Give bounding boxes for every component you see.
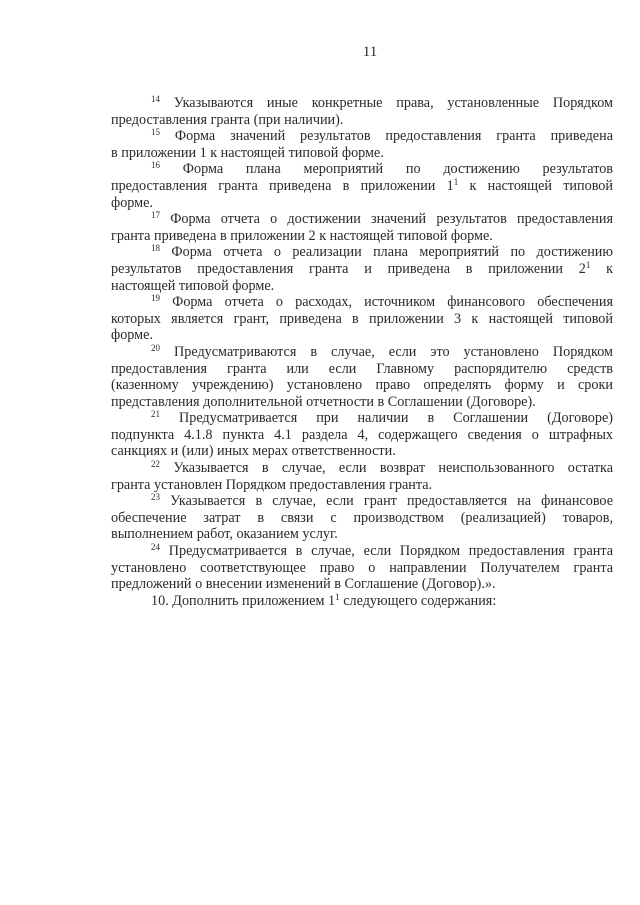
- text-line: [111, 593, 613, 610]
- footnote-23: [111, 493, 613, 543]
- text-segment: Форма отчета о расходах, источником финансового обеспечения: [172, 294, 613, 311]
- footnote-14: [111, 95, 613, 128]
- text-segment: к настоящей типовой: [458, 177, 613, 194]
- paragraph: [111, 593, 613, 610]
- text-segment: предоставления гранта приведена в приложении 1: [111, 177, 454, 194]
- text-line: [111, 510, 613, 527]
- text-line: [111, 327, 613, 344]
- text-segment: обеспечение затрат в связи с производством (реализацией) товаров,: [111, 509, 613, 526]
- text-line: [111, 161, 613, 178]
- text-line: [111, 394, 613, 411]
- text-line: [111, 576, 613, 593]
- footnote-marker: 17: [151, 210, 160, 221]
- text-segment: Предусматривается при наличии в Соглашении (Договоре): [178, 410, 613, 427]
- text-line: [111, 145, 613, 162]
- text-line: [111, 178, 613, 195]
- superscript: 1: [585, 259, 591, 270]
- text-segment: Форма значений результатов предоставления гранта приведена: [174, 128, 613, 145]
- text-segment: в приложении 1 к настоящей типовой форме.: [111, 144, 384, 161]
- text-line: [111, 244, 613, 261]
- text-segment: представления дополнительной отчетности в Соглашении (Договоре).: [111, 393, 536, 410]
- footnote-marker: 16: [151, 160, 160, 171]
- footnote-24: [111, 543, 613, 593]
- text-line: [111, 95, 613, 112]
- text-line: [111, 560, 613, 577]
- text-line: [111, 493, 613, 510]
- text-line: [111, 112, 613, 129]
- text-segment: санкциях и (или) иных мерах ответственности.: [111, 443, 396, 460]
- text-segment: выполнением работ, оказанием услуг.: [111, 526, 338, 543]
- footnote-16: [111, 161, 613, 211]
- text-line: [111, 427, 613, 444]
- footnote-22: [111, 460, 613, 493]
- text-segment: Форма плана мероприятий по достижению результатов: [182, 161, 614, 178]
- footnote-marker: 20: [151, 342, 160, 353]
- document-body: [111, 95, 613, 609]
- text-segment: результатов предоставления гранта и приведена в приложении 2: [111, 260, 586, 277]
- text-line: [111, 443, 613, 460]
- superscript: 1: [453, 176, 459, 187]
- text-segment: (казенному учреждению) установлено право определять форму и сроки: [111, 377, 613, 394]
- text-line: [111, 477, 613, 494]
- text-segment: 10. Дополнить приложением 1: [151, 592, 336, 609]
- footnote-marker: 19: [151, 293, 160, 304]
- text-line: [111, 278, 613, 295]
- footnote-marker: 18: [151, 243, 160, 254]
- text-line: [111, 294, 613, 311]
- text-segment: предоставления гранта (при наличии).: [111, 111, 344, 128]
- text-line: [111, 543, 613, 560]
- text-segment: которых является грант, приведена в приложении 3 к настоящей типовой: [111, 310, 613, 327]
- text-segment: форме.: [111, 327, 153, 344]
- text-line: [111, 311, 613, 328]
- footnote-marker: 21: [151, 409, 160, 420]
- page-number: 11: [362, 44, 378, 60]
- footnote-19: [111, 294, 613, 344]
- text-segment: к: [590, 260, 613, 277]
- text-line: [111, 361, 613, 378]
- text-segment: Форма отчета о реализации плана мероприятий по достижению: [171, 244, 613, 261]
- footnote-marker: 22: [151, 459, 160, 470]
- footnote-marker: 14: [151, 94, 160, 104]
- text-segment: Указываются иные конкретные права, установленные Порядком: [173, 95, 613, 111]
- text-line: [111, 211, 613, 228]
- text-line: [111, 526, 613, 543]
- text-segment: гранта приведена в приложении 2 к настоящей типовой форме.: [111, 227, 493, 244]
- text-segment: Указывается в случае, если грант предоставляется на финансовое: [170, 493, 613, 510]
- text-line: [111, 344, 613, 361]
- text-segment: предоставления гранта или если Главному распорядителю средств: [111, 360, 613, 377]
- text-line: [111, 377, 613, 394]
- text-segment: установлено соответствующее право о направлении Получателем гранта: [111, 559, 613, 576]
- superscript: 1: [335, 591, 340, 602]
- text-segment: гранта установлен Порядком предоставления гранта.: [111, 476, 433, 493]
- text-segment: настоящей типовой форме.: [111, 277, 275, 294]
- text-line: [111, 410, 613, 427]
- footnote-17: [111, 211, 613, 244]
- text-segment: Предусматривается в случае, если Порядком предоставления гранта: [168, 543, 614, 560]
- text-segment: Предусматриваются в случае, если это установлено Порядком: [174, 343, 614, 360]
- footnote-marker: 24: [151, 542, 160, 553]
- text-line: [111, 228, 613, 245]
- text-segment: предложений о внесении изменений в Соглашение (Договор).».: [111, 576, 496, 593]
- footnote-marker: 15: [151, 127, 160, 138]
- text-line: [111, 128, 613, 145]
- text-segment: форме.: [111, 194, 153, 211]
- footnote-15: [111, 128, 613, 161]
- text-segment: подпункта 4.1.8 пункта 4.1 раздела 4, содержащего сведения о штрафных: [111, 426, 613, 443]
- footnote-21: [111, 410, 613, 460]
- text-line: [111, 460, 613, 477]
- footnote-20: [111, 344, 613, 410]
- text-segment: следующего содержания:: [339, 592, 497, 609]
- text-segment: Форма отчета о достижении значений результатов предоставления: [170, 211, 614, 228]
- footnote-18: [111, 244, 613, 294]
- text-line: [111, 261, 613, 278]
- text-line: [111, 195, 613, 212]
- footnote-marker: 23: [151, 492, 160, 503]
- text-segment: Указывается в случае, если возврат неиспользованного остатка: [173, 460, 613, 477]
